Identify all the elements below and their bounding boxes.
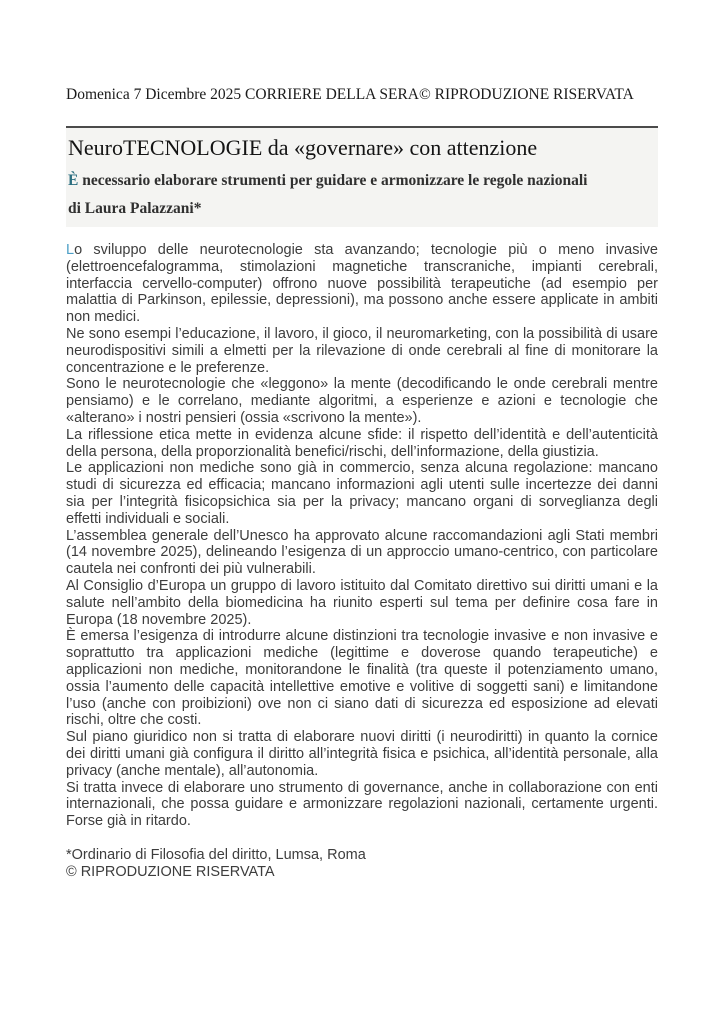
article-byline: di Laura Palazzani*	[68, 200, 202, 217]
article-body	[66, 242, 658, 830]
article-page	[66, 0, 658, 882]
footer-author-note: *Ordinario di Filosofia del diritto, Lumsa, Roma	[66, 846, 366, 863]
article-paragraph: Sono le neurotecnologie che «leggono» la mente (decodificando le onde cerebrali mentre pensiamo) e le correlano, mediante algoritmi, a esperienze e azioni e tecnologie che «alterano» i nostri pensieri (ossia «scrivono la mente»).	[66, 376, 658, 426]
article-paragraph: Ne sono esempi l’educazione, il lavoro, il gioco, il neuromarketing, con la possibilità di usare neurodispositivi simili a elmetti per la rilevazione di onde cerebrali al fine di monitorare la concentrazione e le preferenze.	[66, 325, 658, 376]
article-header-block	[66, 128, 658, 227]
article-paragraph: La riflessione etica mette in evidenza alcune sfide: il rispetto dell’identità e dell’autenticità della persona, della proporzionalità benefici/rischi, dell’informazione, della giustizia.	[66, 426, 658, 460]
masthead-line: Domenica 7 Dicembre 2025 CORRIERE DELLA SERA© RIPRODUZIONE RISERVATA	[66, 86, 634, 103]
article-title: NeuroTECNOLOGIE da «governare» con attenzione	[68, 135, 538, 160]
article-subtitle: È necessario elaborare strumenti per guidare e armonizzare le regole nazionali	[68, 172, 588, 189]
article-paragraph: Al Consiglio d’Europa un gruppo di lavoro istituito dal Comitato direttivo sui diritti umani e la salute nell’ambito della biomedicina ha riunito esperti sul tema per definire cosa fare in Europa (18 novembre 2025).	[66, 577, 658, 628]
article-paragraph: Sul piano giuridico non si tratta di elaborare nuovi diritti (i neurodiritti) in quanto la cornice dei diritti umani già configura il diritto all’integrità fisica e psichica, all’identità personale, alla privacy (anche mentale), all’autonomia.	[66, 729, 658, 779]
article-paragraph: Le applicazioni non mediche sono già in commercio, senza alcuna regolazione: mancano studi di sicurezza ed efficacia; mancano informazioni agli utenti sulle incertezze dei danni sia per l’integrità fisicopsichica sia per la privacy; mancano organi di sorveglianza degli effetti individuali e sociali.	[66, 460, 658, 527]
article-paragraph: Si tratta invece di elaborare uno strumento di governance, anche in collaborazione con enti internazionali, che possa guidare e armonizzare regolazioni nazionali, certamente urgenti. Forse già in ritardo.	[66, 779, 658, 830]
article-paragraph: Lo sviluppo delle neurotecnologie sta avanzando; tecnologie più o meno invasive (elettroencefalogramma, stimolazioni magnetiche transcraniche, impianti cerebrali, interfaccia cervello-computer) offrono nuove possibilità terapeutiche (ad esempio per malattia di Parkinson, epilessie, depressioni), ma possono anche essere applicate in ambiti non medici.	[66, 242, 658, 326]
article-paragraph: È emersa l’esigenza di introdurre alcune distinzioni tra tecnologie invasive e non invasive e soprattutto tra applicazioni mediche (legittime e doverose quando terapeutiche) e applicazioni non mediche, monitorandone le finalità (tra queste il potenziamento umano, ossia l’aumento delle capacità intellettive emotive e volitive di soggetti sani) e limitandone l’uso (anche con proibizioni) ove non ci siano dati di sicurezza ed esposizione ad elevati rischi, oltre che costi.	[66, 628, 658, 729]
footer-copyright: © RIPRODUZIONE RISERVATA	[66, 864, 275, 881]
article-paragraph: L’assemblea generale dell’Unesco ha approvato alcune raccomandazioni agli Stati membri (14 novembre 2025), delineando l’esigenza di un approccio umano-centrico, con particolare cautela nei confronti dei più vulnerabili.	[66, 527, 658, 578]
article-footer	[66, 847, 658, 882]
